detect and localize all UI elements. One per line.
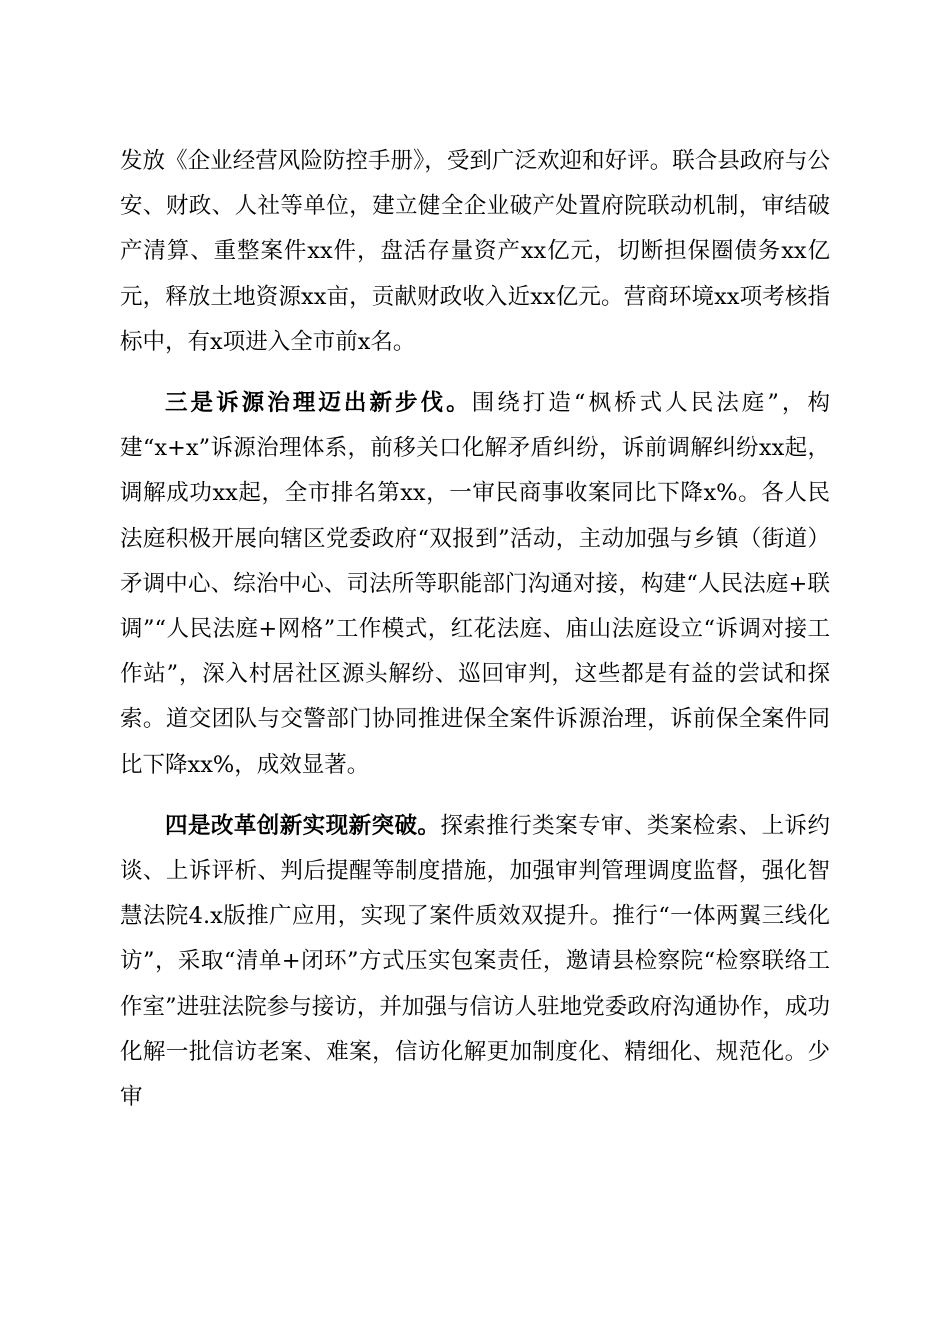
document-page [120, 139, 830, 1136]
paragraph-2 [120, 381, 830, 788]
paragraph-3 [120, 804, 830, 1120]
paragraph-1 [120, 139, 830, 365]
paragraph-3-text: 探索推行类案专审、类案检索、上诉约谈、上诉评析、判后提醒等制度措施，加强审判管理调度监督，强化智慧法院4.x版推广应用，实现了案件质效双提升。推行“一体两翼三线化访”，采取“清单+闭环”方式压实包案责任，邀请县检察院“检察联络工作室”进驻法院参与接访，并加强与信访人驻地党委政府沟通协作，成功化解一批信访老案、难案，信访化解更加制度化、精细化、规范化。少审 [120, 812, 830, 1111]
paragraph-2-lead: 三是诉源治理迈出新步伐。 [165, 390, 472, 417]
paragraph-1-text: 发放《企业经营风险防控手册》，受到广泛欢迎和好评。联合县政府与公安、财政、人社等单位，建立健全企业破产处置府院联动机制，审结破产清算、重整案件xx件，盘活存量资产xx亿元，切断担保圈债务xx亿元，释放土地资源xx亩，贡献财政收入近xx亿元。营商环境xx项考核指标中，有x项进入全市前x名。 [120, 148, 830, 355]
paragraph-3-lead: 四是改革创新实现新突破。 [165, 812, 441, 839]
paragraph-2-text: 围绕打造“枫桥式人民法庭”，构建“x+x”诉源治理体系，前移关口化解矛盾纠纷，诉前调解纠纷xx起，调解成功xx起，全市排名第xx，一审民商事收案同比下降x%。各人民法庭积极开展向辖区党委政府“双报到”活动，主动加强与乡镇（街道）矛调中心、综治中心、司法所等职能部门沟通对接，构建“人民法庭+联调”“人民法庭+网格”工作模式，红花法庭、庙山法庭设立“诉调对接工作站”，深入村居社区源头解纷、巡回审判，这些都是有益的尝试和探索。道交团队与交警部门协同推进保全案件诉源治理，诉前保全案件同比下降xx%，成效显著。 [120, 390, 830, 778]
